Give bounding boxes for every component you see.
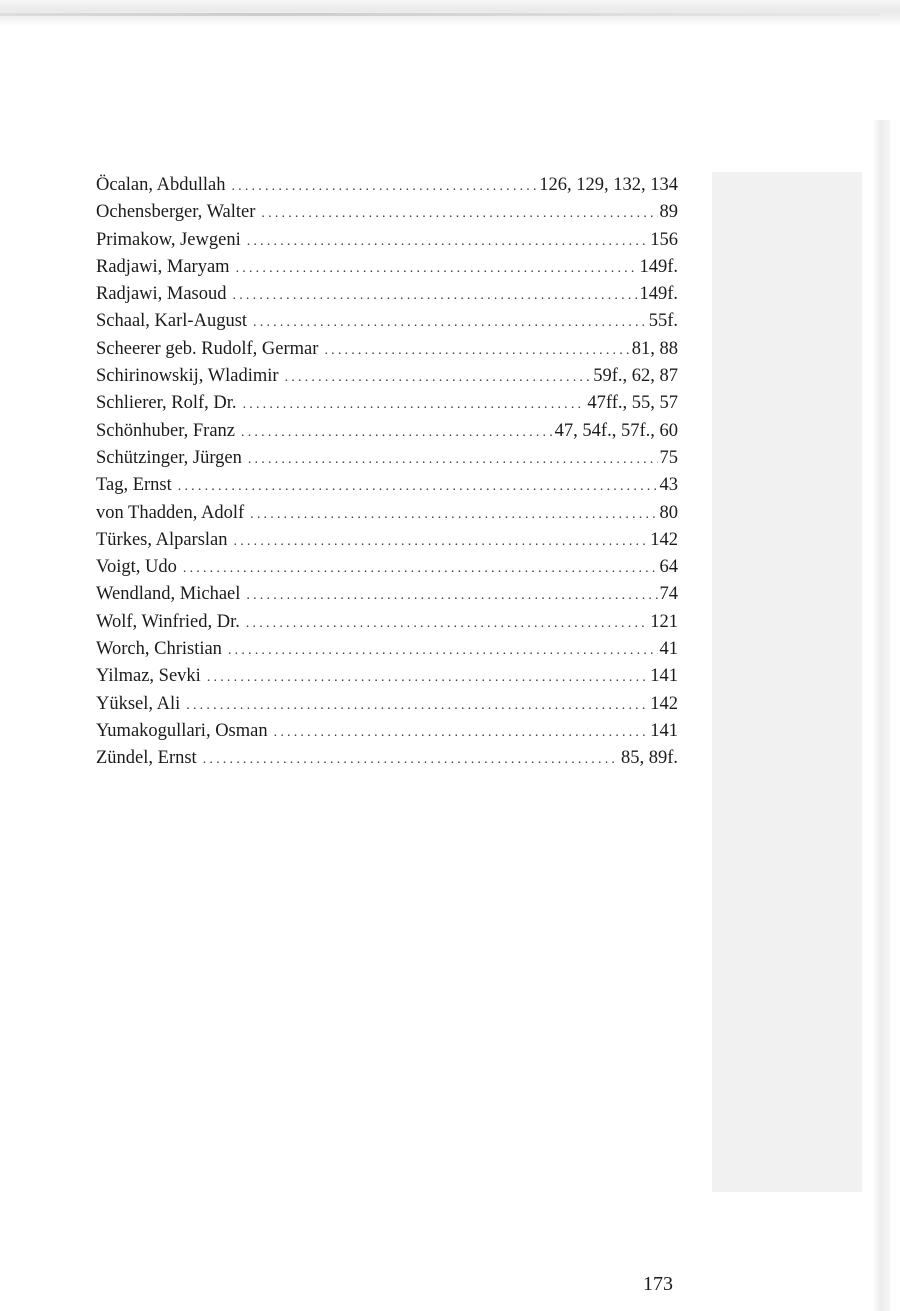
index-entry (96, 472, 678, 499)
dot-leader (183, 555, 658, 582)
index-entry (96, 336, 678, 363)
dot-leader (241, 419, 553, 446)
index-entry-name: Yüksel, Ali (96, 693, 181, 714)
index-entry-name: Schaal, Karl-August (96, 311, 248, 332)
index-entry-pages: 64 (659, 557, 678, 578)
index-entry-pages: 75 (659, 447, 678, 468)
index-entry-pages: 59f., 62, 87 (593, 366, 678, 387)
dot-leader (231, 173, 537, 200)
index-entry (96, 199, 678, 226)
index-entry (96, 445, 678, 472)
dot-leader (203, 746, 619, 773)
index-entry (96, 636, 678, 663)
index-entry-name: Zündel, Ernst (96, 748, 197, 769)
index-entry-name: Schirinowskij, Wladimir (96, 366, 279, 387)
index-entry-name: Schlierer, Rolf, Dr. (96, 393, 237, 414)
index-entry-pages: 149f. (639, 256, 678, 277)
index-entry-name: Worch, Christian (96, 639, 222, 660)
index-entry-name: Ochensberger, Walter (96, 202, 256, 223)
index-entry (96, 308, 678, 335)
scan-right-edge (872, 120, 890, 1311)
scan-top-edge (0, 13, 880, 16)
index-entry (96, 718, 678, 745)
index-entry (96, 609, 678, 636)
dot-leader (207, 664, 648, 691)
dot-leader (243, 391, 586, 418)
index-entry-name: Wendland, Michael (96, 584, 241, 605)
index-entry-name: Radjawi, Maryam (96, 256, 230, 277)
index-entry-pages: 149f. (639, 284, 678, 305)
index-entry-pages: 43 (659, 475, 678, 496)
index-entry-name: Radjawi, Masoud (96, 284, 227, 305)
index-entry-name: Türkes, Alparslan (96, 529, 228, 550)
index-entry (96, 281, 678, 308)
index-entry-name: Tag, Ernst (96, 475, 172, 496)
dot-leader (246, 610, 648, 637)
index-entry-pages: 89 (659, 202, 678, 223)
dot-leader (250, 501, 657, 528)
index-entry-name: Voigt, Udo (96, 557, 177, 578)
index-entry-pages: 121 (650, 611, 678, 632)
dot-leader (234, 528, 649, 555)
dot-leader (261, 200, 657, 227)
dot-leader (186, 692, 648, 719)
dot-leader (285, 364, 592, 391)
index-entry-pages: 141 (650, 666, 678, 687)
dot-leader (324, 337, 629, 364)
index-entry-name: Primakow, Jewgeni (96, 229, 241, 250)
dot-leader (236, 255, 638, 282)
index-entry (96, 254, 678, 281)
dot-leader (228, 637, 658, 664)
index-entry-name: Wolf, Winfried, Dr. (96, 611, 240, 632)
index-entry-pages: 41 (659, 639, 678, 660)
index-entry (96, 172, 678, 199)
index-entry (96, 691, 678, 718)
dot-leader (246, 582, 657, 609)
scan-right-shadow (712, 172, 862, 1192)
index-entry-pages: 142 (650, 693, 678, 714)
index-entry-name: Öcalan, Abdullah (96, 175, 226, 195)
dot-leader (274, 719, 649, 746)
index-entry (96, 745, 678, 772)
index-entry (96, 554, 678, 581)
index-entry-name: Yilmaz, Sevki (96, 666, 201, 687)
index-entry-pages: 156 (650, 229, 678, 250)
index-entry (96, 418, 678, 445)
index-entry-name: Schützinger, Jürgen (96, 447, 242, 468)
index-entry-pages: 74 (659, 584, 678, 605)
index-entry-pages: 126, 129, 132, 134 (539, 175, 678, 195)
index-entry-pages: 47, 54f., 57f., 60 (554, 420, 678, 441)
index-entry-pages: 55f. (648, 311, 678, 332)
index-entry (96, 663, 678, 690)
page-number: 173 (643, 1273, 673, 1295)
index-entry-name: Scheerer geb. Rudolf, Germar (96, 338, 319, 359)
index-entry (96, 390, 678, 417)
index-entry (96, 581, 678, 608)
index-entry-pages: 85, 89f. (620, 748, 678, 769)
index-entry-name: Schönhuber, Franz (96, 420, 236, 441)
index-entry-pages: 142 (650, 529, 678, 550)
index-entry (96, 500, 678, 527)
dot-leader (248, 446, 658, 473)
index-entry (96, 363, 678, 390)
index-entry (96, 527, 678, 554)
index-entry-pages: 80 (659, 502, 678, 523)
index-entry (96, 227, 678, 254)
dot-leader (178, 473, 658, 500)
index-entry-pages: 47ff., 55, 57 (587, 393, 678, 414)
index-entry-name: von Thadden, Adolf (96, 502, 245, 523)
name-index-list (96, 172, 678, 773)
index-entry-pages: 141 (650, 720, 678, 741)
index-entry-pages: 81, 88 (631, 338, 678, 359)
index-entry-name: Yumakogullari, Osman (96, 720, 268, 741)
dot-leader (253, 309, 647, 336)
dot-leader (233, 282, 638, 309)
dot-leader (247, 228, 649, 255)
